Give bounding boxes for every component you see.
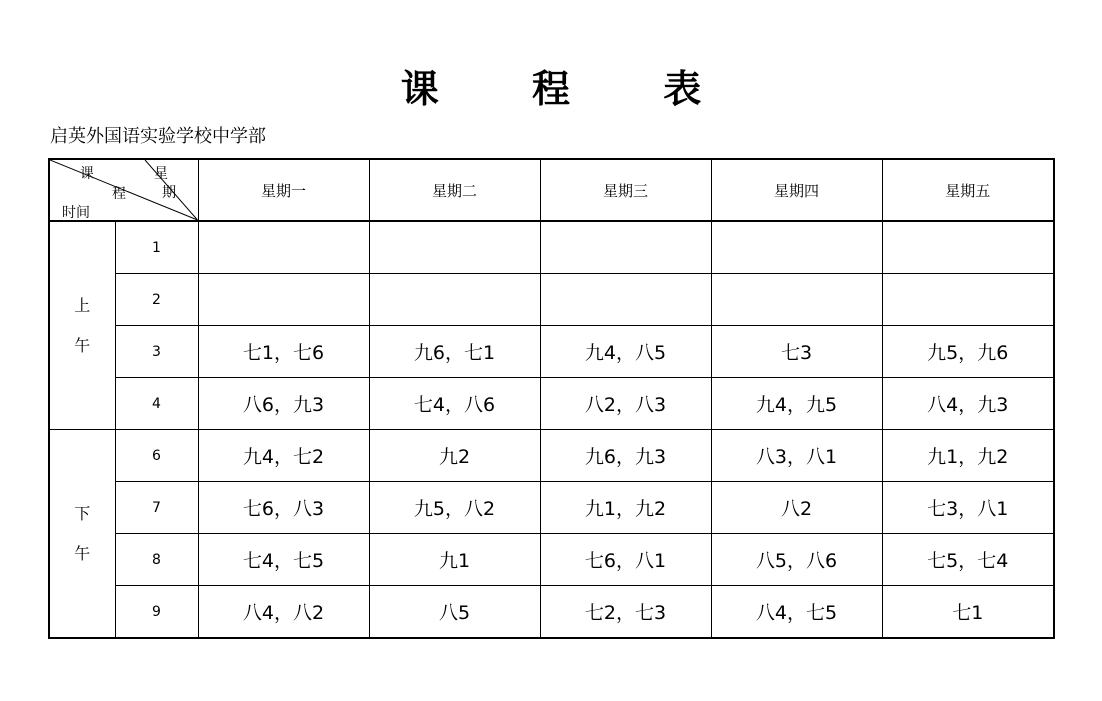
title-char: 表	[663, 66, 702, 111]
class-cell: 八5	[369, 586, 540, 639]
page-title	[0, 58, 1102, 113]
class-cell	[198, 221, 369, 274]
class-cell: 七3，八1	[882, 482, 1054, 534]
period-number: 9	[115, 586, 198, 639]
class-cell: 九4，七2	[198, 430, 369, 482]
table-row	[49, 378, 1054, 430]
table-row	[49, 534, 1054, 586]
class-cell: 七6，八3	[198, 482, 369, 534]
class-cell: 七2，七3	[540, 586, 711, 639]
class-cell	[198, 274, 369, 326]
day-header: 星期五	[882, 159, 1054, 221]
day-header: 星期三	[540, 159, 711, 221]
class-cell: 九1	[369, 534, 540, 586]
class-cell: 七1	[882, 586, 1054, 639]
corner-label-time: 时间	[62, 205, 90, 221]
class-cell	[882, 274, 1054, 326]
schedule-table	[48, 158, 1055, 639]
table-row	[49, 430, 1054, 482]
class-cell	[882, 221, 1054, 274]
class-cell	[540, 221, 711, 274]
class-cell: 八6，九3	[198, 378, 369, 430]
corner-header-cell	[49, 159, 198, 221]
class-cell: 九4，九5	[711, 378, 882, 430]
period-number: 8	[115, 534, 198, 586]
period-number: 6	[115, 430, 198, 482]
class-cell	[711, 221, 882, 274]
class-cell: 七3	[711, 326, 882, 378]
class-cell: 七4，八6	[369, 378, 540, 430]
corner-label-ke: 课	[80, 166, 94, 182]
table-row	[49, 221, 1054, 274]
class-cell: 九2	[369, 430, 540, 482]
class-cell: 八4，七5	[711, 586, 882, 639]
class-cell: 七4，七5	[198, 534, 369, 586]
class-cell: 七1，七6	[198, 326, 369, 378]
class-cell: 八4，八2	[198, 586, 369, 639]
class-cell: 八4，九3	[882, 378, 1054, 430]
session-char: 午	[74, 335, 91, 355]
period-number: 3	[115, 326, 198, 378]
header-row	[49, 159, 1054, 221]
class-cell: 九5，九6	[882, 326, 1054, 378]
class-cell: 九6，九3	[540, 430, 711, 482]
period-number: 1	[115, 221, 198, 274]
period-number: 7	[115, 482, 198, 534]
table-row	[49, 586, 1054, 639]
class-cell: 八3，八1	[711, 430, 882, 482]
class-cell: 八5，八6	[711, 534, 882, 586]
class-cell: 九6，七1	[369, 326, 540, 378]
title-char: 课	[400, 66, 439, 111]
corner-label-xing: 星	[154, 166, 168, 182]
title-char: 程	[531, 66, 570, 111]
class-cell	[711, 274, 882, 326]
class-cell: 九4，八5	[540, 326, 711, 378]
period-number: 2	[115, 274, 198, 326]
table-row	[49, 326, 1054, 378]
day-header: 星期四	[711, 159, 882, 221]
corner-label-cheng: 程	[112, 186, 126, 202]
session-char: 下	[74, 503, 91, 523]
table-row	[49, 482, 1054, 534]
day-header: 星期二	[369, 159, 540, 221]
session-morning	[49, 221, 115, 430]
corner-label-qi: 期	[162, 185, 176, 201]
period-number: 4	[115, 378, 198, 430]
session-afternoon	[49, 430, 115, 639]
table-row	[49, 274, 1054, 326]
class-cell	[540, 274, 711, 326]
class-cell	[369, 221, 540, 274]
class-cell: 七5，七4	[882, 534, 1054, 586]
class-cell: 九1，九2	[540, 482, 711, 534]
school-name: 启英外国语实验学校中学部	[50, 126, 266, 147]
class-cell: 九1，九2	[882, 430, 1054, 482]
class-cell: 七6，八1	[540, 534, 711, 586]
class-cell	[369, 274, 540, 326]
class-cell: 八2	[711, 482, 882, 534]
day-header: 星期一	[198, 159, 369, 221]
class-cell: 九5，八2	[369, 482, 540, 534]
session-char: 午	[74, 543, 91, 563]
class-cell: 八2，八3	[540, 378, 711, 430]
session-char: 上	[74, 295, 91, 315]
